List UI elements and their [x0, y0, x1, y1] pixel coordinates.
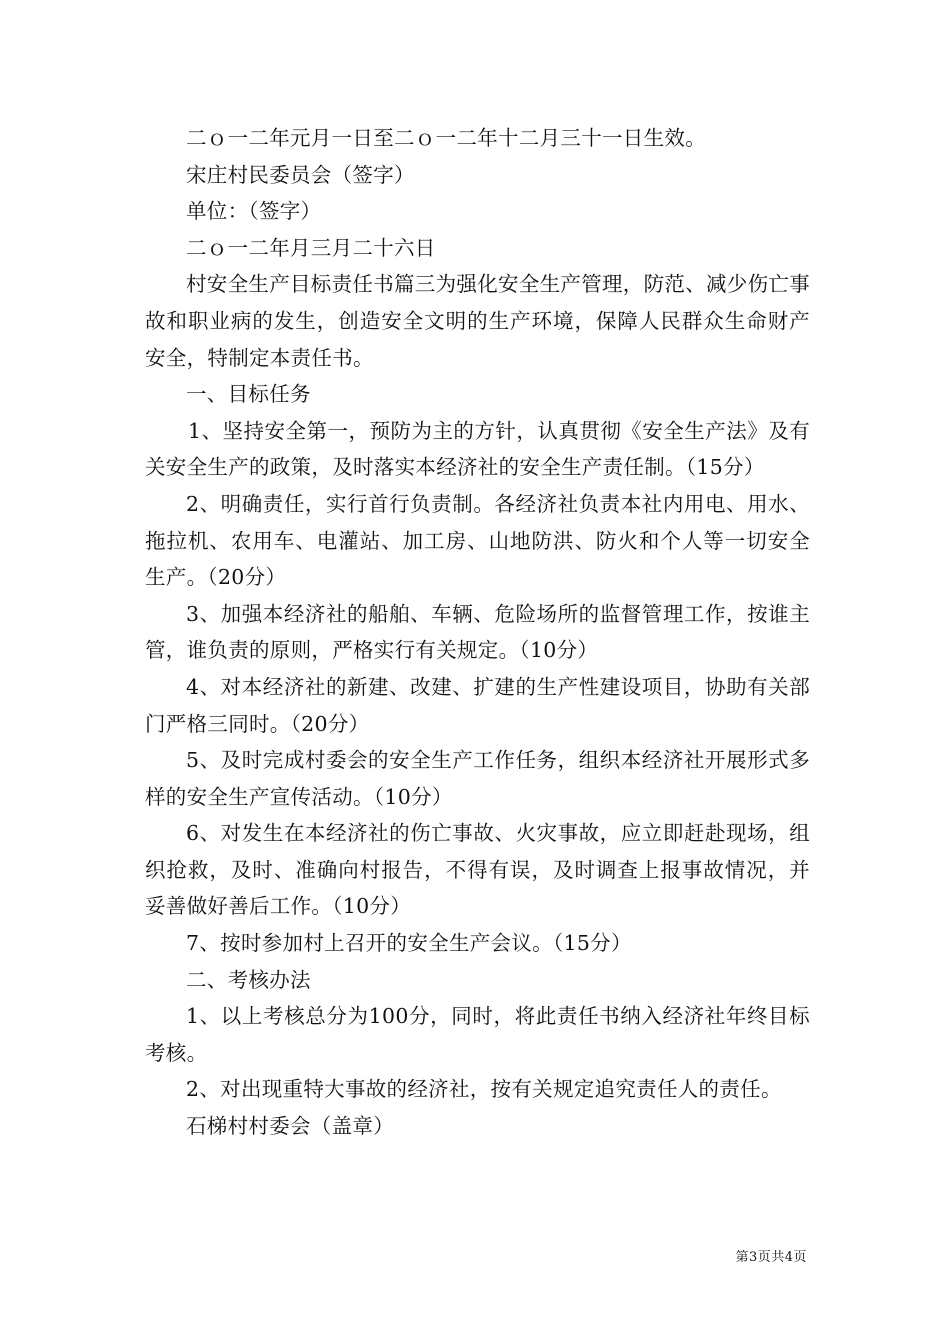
- committee-seal-line: 石梯村村委会（盖章）: [186, 1114, 394, 1139]
- goal-item-7: 7、按时参加村上召开的安全生产会议。（15分）: [186, 931, 632, 956]
- goal-item-5: 5、及时完成村委会的安全生产工作任务，组织本经济社开展形式多样的安全生产宣传活动。（10分）: [145, 748, 810, 809]
- goal-item-4: 4、对本经济社的新建、改建、扩建的生产性建设项目，协助有关部门严格三同时。（20分）: [145, 674, 810, 736]
- goal-item-6: 6、对发生在本经济社的伤亡事故、火灾事故，应立即赶赴现场，组织抢救，及时、准确向村报告，不得有误，及时调查上报事故情况，并妥善做好善后工作。（10分）: [145, 821, 810, 919]
- document-body: [145, 120, 810, 1145]
- goal-item-2: 2、明确责任，实行首行负责制。各经济社负责本社内用电、用水、拖拉机、农用车、电灌站、加工房、山地防洪、防火和个人等一切安全生产。（20分）: [145, 491, 810, 590]
- page-number: 第3页共4页: [735, 1250, 807, 1265]
- signing-date: 二ｏ一二年月三月二十六日: [186, 235, 436, 260]
- village-committee-signature: 宋庄村民委员会（签字）: [186, 162, 415, 187]
- assessment-item-2: 2、对出现重特大事故的经济社，按有关规定追究责任人的责任。: [186, 1077, 782, 1102]
- assessment-item-1: 1、以上考核总分为100分，同时，将此责任书纳入经济社年终目标考核。: [145, 1004, 810, 1065]
- unit-signature: 单位：（签字）: [186, 199, 322, 224]
- goal-item-1: 1、坚持安全第一，预防为主的方针，认真贯彻《安全生产法》及有关安全生产的政策，及时落实本经济社的安全生产责任制。（15分）: [145, 418, 810, 480]
- section-heading-goals: 一、目标任务: [186, 382, 311, 407]
- goal-item-3: 3、加强本经济社的船舶、车辆、危险场所的监督管理工作，按谁主管，谁负责的原则，严格实行有关规定。（10分）: [145, 601, 810, 663]
- effective-date-paragraph: 二ｏ一二年元月一日至二ｏ一二年十二月三十一日生效。: [186, 126, 706, 150]
- section-heading-assessment: 二、考核办法: [186, 967, 311, 992]
- intro-paragraph: 村安全生产目标责任书篇三为强化安全生产管理，防范、减少伤亡事故和职业病的发生，创造安全文明的生产环境，保障人民群众生命财产安全，特制定本责任书。: [145, 272, 810, 370]
